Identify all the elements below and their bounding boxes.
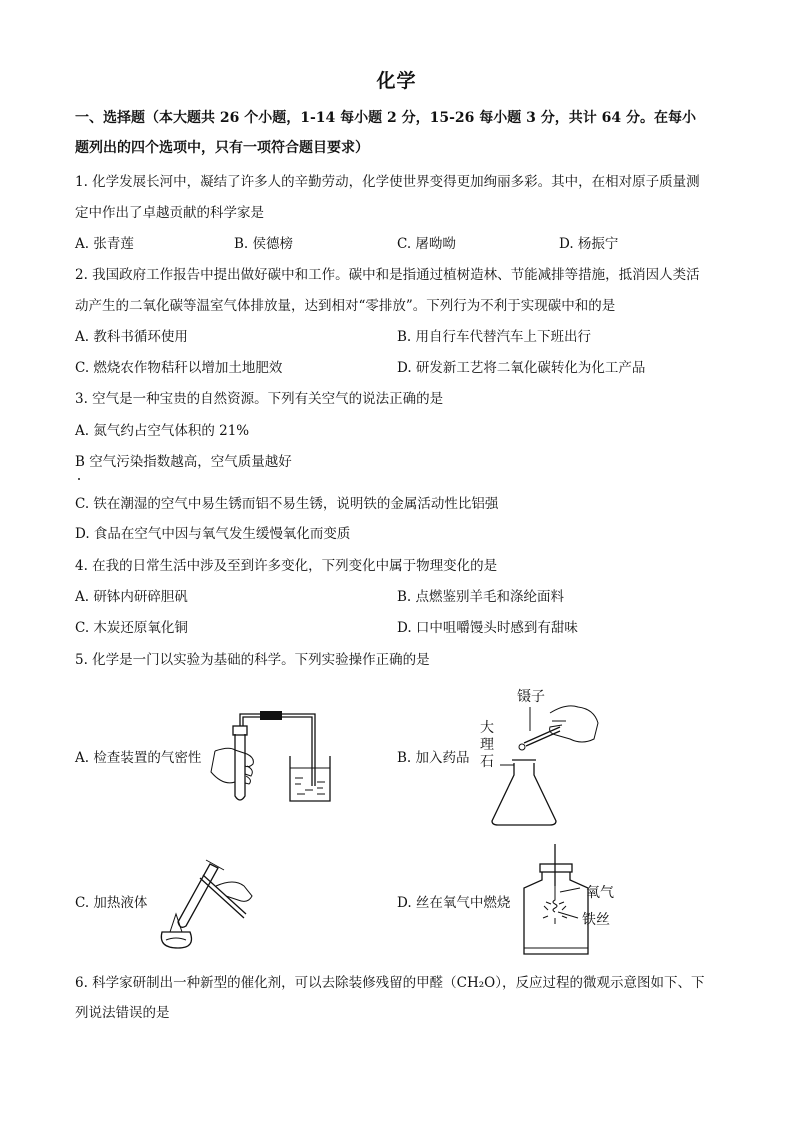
q2-option-a: A. 教科书循环使用 — [75, 329, 188, 345]
q1-option-a: A. 张青莲 — [75, 236, 134, 252]
q1-stem-line-2: 定中作出了卓越贡献的科学家是 — [75, 205, 264, 221]
figure-heating-liquid — [148, 852, 260, 952]
q5-option-a: A. 检查装置的气密性 — [75, 750, 202, 766]
q3-option-a: A. 氮气约占空气体积的 21% — [75, 423, 250, 439]
q5-option-b: B. 加入药品 — [397, 750, 470, 766]
q3-option-d: D. 食品在空气中因与氧气发生缓慢氧化而变质 — [75, 526, 351, 542]
q3-stem: 3. 空气是一种宝贵的自然资源。下列有关空气的说法正确的是 — [75, 391, 444, 407]
figure-airtightness-check — [205, 706, 340, 808]
label-marble-char-1: 大 — [480, 720, 494, 736]
label-marble-char-2: 理 — [480, 737, 494, 753]
q3-option-b: B 空气污染指数越高，空气质量越好 — [75, 454, 292, 470]
q5-option-d: D. 丝在氧气中燃烧 — [397, 895, 511, 911]
label-oxygen: 氧气 — [586, 885, 614, 901]
figure-iron-burning — [518, 842, 593, 960]
q3-option-c: C. 铁在潮湿的空气中易生锈而铝不易生锈，说明铁的金属活动性比铝强 — [75, 496, 499, 512]
q1-stem-line-1: 1. 化学发展长河中，凝结了许多人的辛勤劳动，化学使世界变得更加绚丽多彩。其中，在相对原子质量测 — [75, 174, 700, 190]
q5-option-c: C. 加热液体 — [75, 895, 148, 911]
q2-option-b: B. 用自行车代替汽车上下班出行 — [397, 329, 592, 345]
q4-option-b: B. 点燃鉴别羊毛和涤纶面料 — [397, 589, 565, 605]
label-iron-wire: 铁丝 — [582, 912, 610, 928]
label-tweezers: 镊子 — [517, 689, 545, 705]
q2-option-c: C. 燃烧农作物秸秆以增加土地肥效 — [75, 360, 283, 376]
q6-stem-line-2: 列说法错误的是 — [75, 1005, 170, 1021]
q2-option-d: D. 研发新工艺将二氧化碳转化为化工产品 — [397, 360, 646, 376]
section-heading-line-1: 一、选择题（本大题共 26 个小题，1-14 每小题 2 分，15-26 每小题 3 分，共计 64 分。在每小 — [75, 110, 696, 126]
section-heading-line-2: 题列出的四个选项中，只有一项符合题目要求） — [75, 140, 369, 156]
q1-option-d: D. 杨振宁 — [559, 236, 619, 252]
q6-stem-line-1: 6. 科学家研制出一种新型的催化剂，可以去除装修残留的甲醛（CH₂O），反应过程的微观示意图如下、下 — [75, 975, 705, 991]
q4-stem: 4. 在我的日常生活中涉及至到许多变化，下列变化中属于物理变化的是 — [75, 558, 498, 574]
q2-stem-line-2: 动产生的二氧化碳等温室气体排放量，达到相对“零排放”。下列行为不利于实现碳中和的是 — [75, 298, 616, 314]
q1-option-b: B. 侯德榜 — [234, 236, 294, 252]
label-marble-char-3: 石 — [480, 754, 494, 770]
page-title: 化学 — [376, 70, 417, 92]
q2-stem-line-1: 2. 我国政府工作报告中提出做好碳中和工作。碳中和是指通过植树造林、节能减排等措施，抵消因人类活 — [75, 267, 700, 283]
q4-option-d: D. 口中咀嚼馒头时感到有甜味 — [397, 620, 578, 636]
label-marble — [480, 720, 496, 771]
q4-option-a: A. 研钵内研碎胆矾 — [75, 589, 188, 605]
q4-option-c: C. 木炭还原氧化铜 — [75, 620, 188, 636]
q5-stem: 5. 化学是一门以实验为基础的科学。下列实验操作正确的是 — [75, 652, 430, 668]
stray-mark — [78, 478, 80, 480]
q1-option-c: C. 屠呦呦 — [397, 236, 456, 252]
